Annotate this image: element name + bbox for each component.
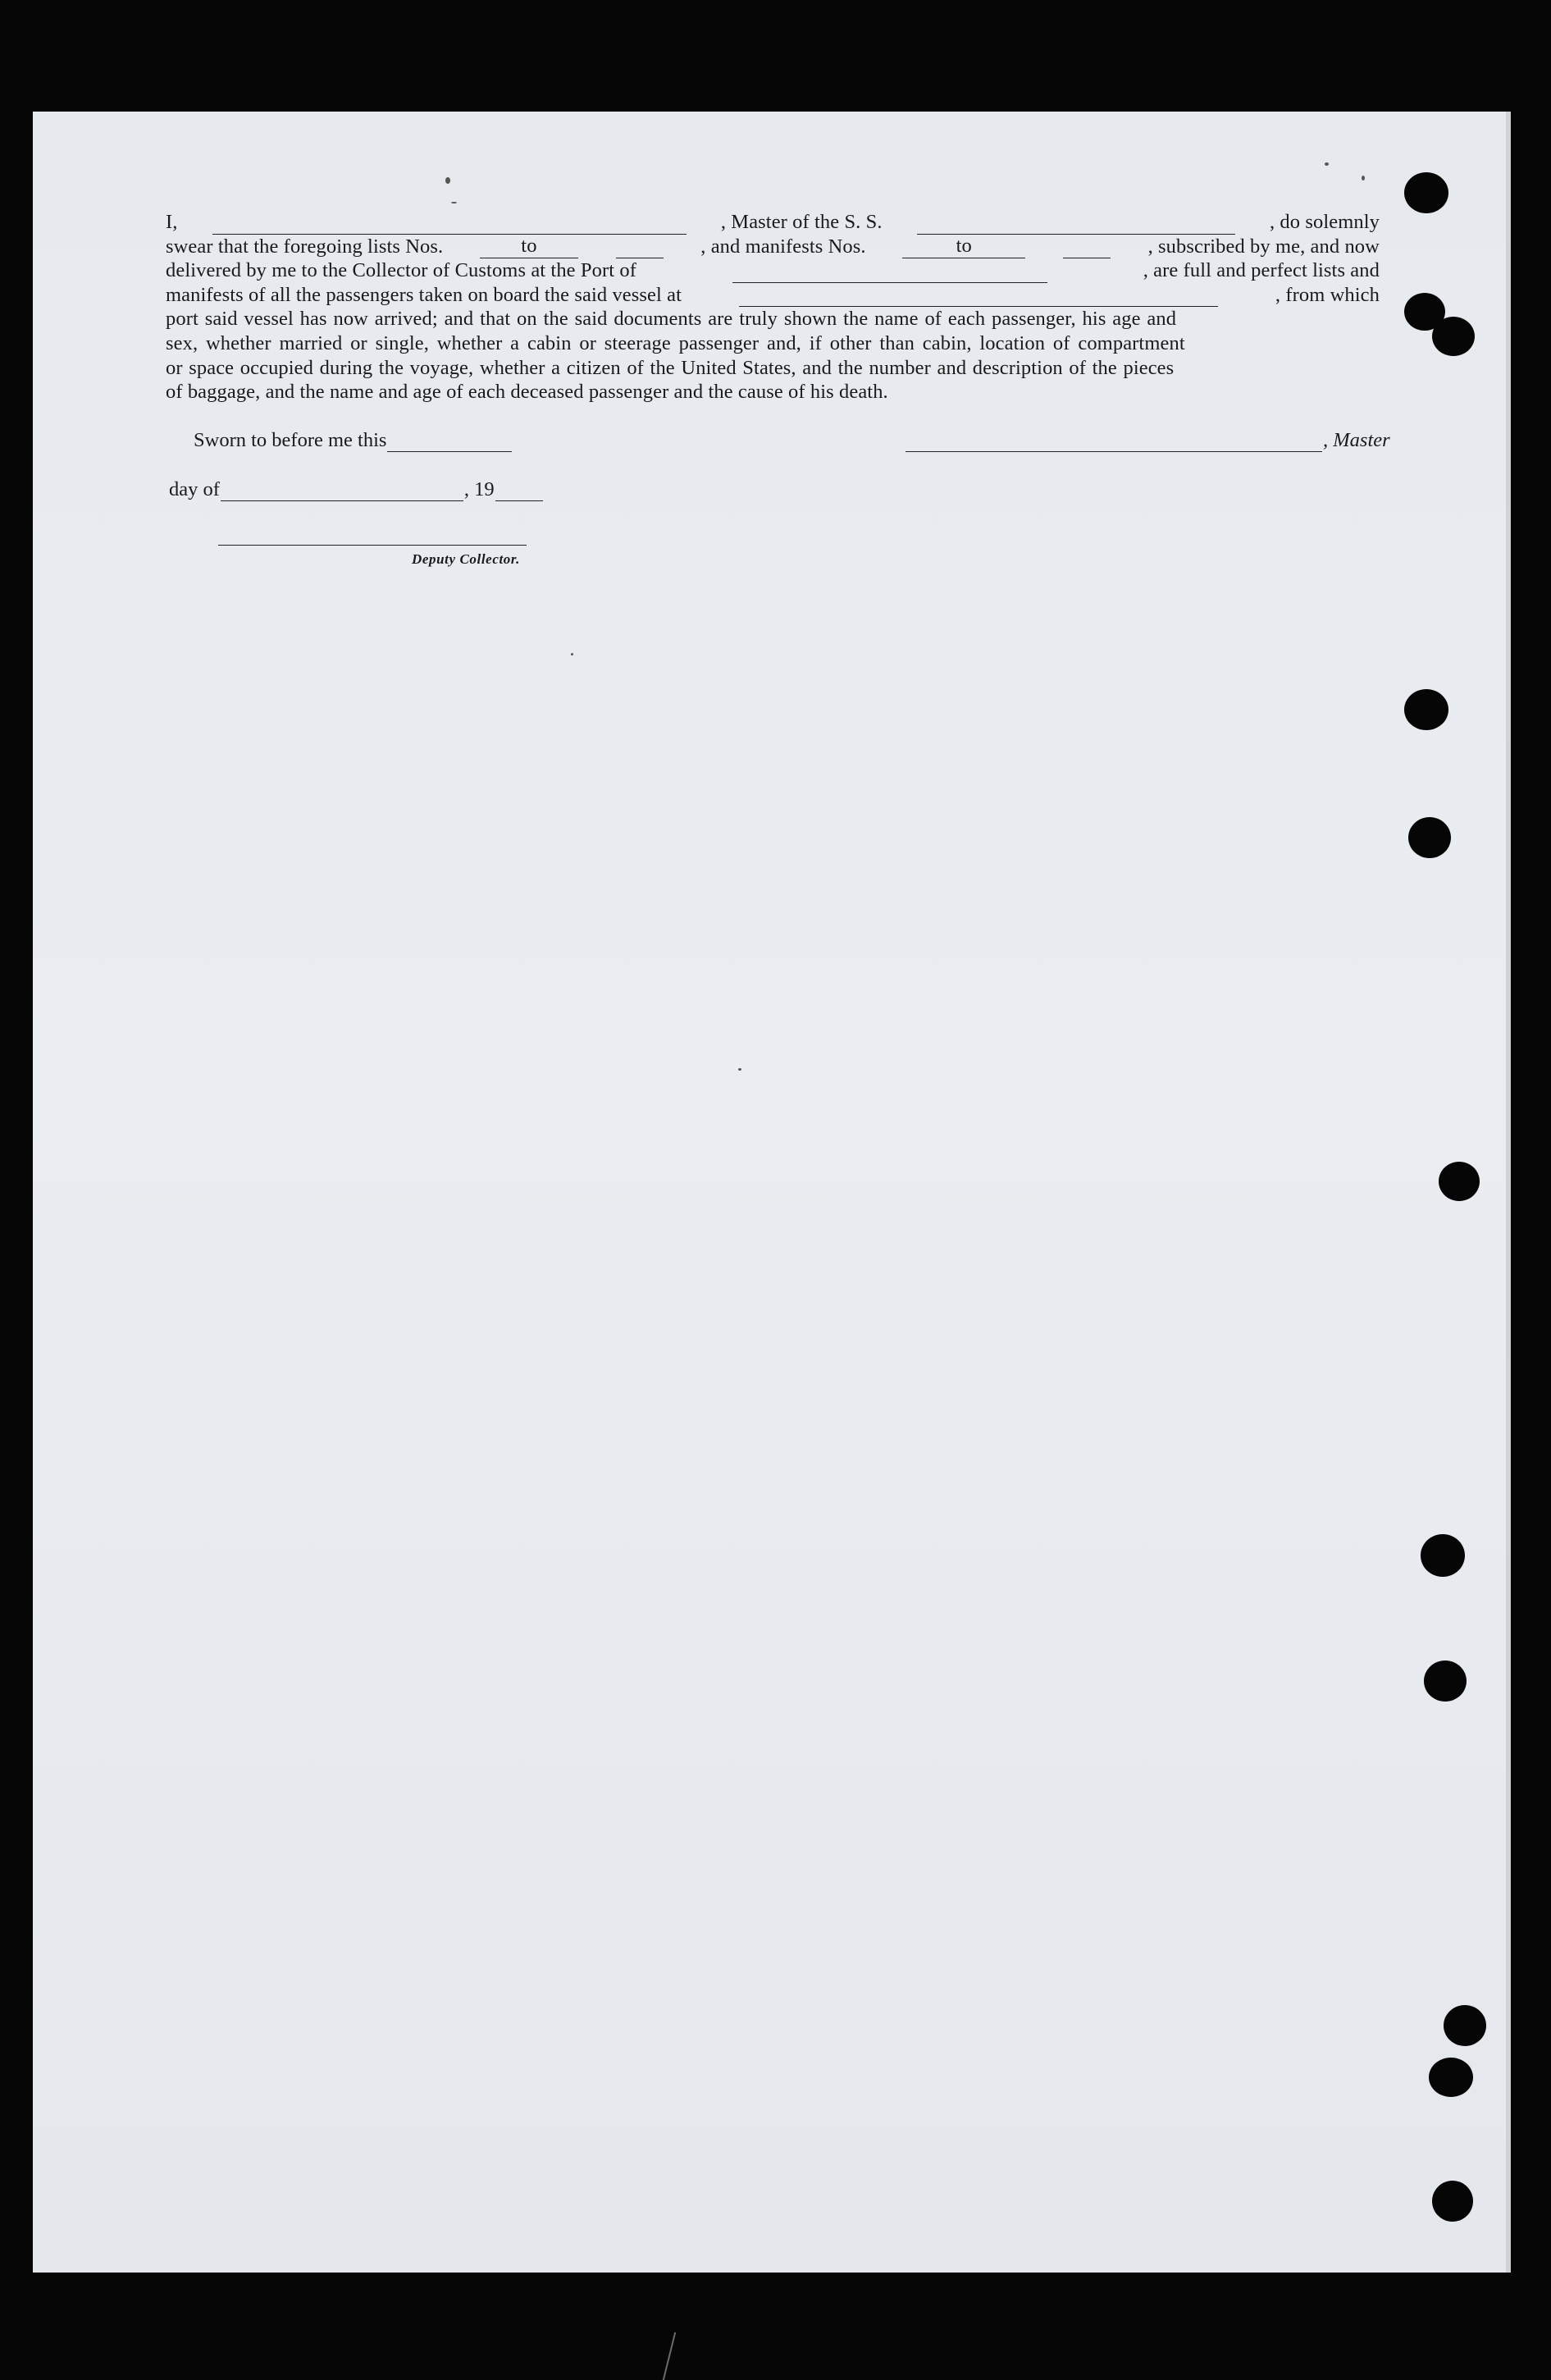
oath-text: , and manifests Nos. (700, 235, 866, 258)
departure-port-blank (739, 288, 1218, 307)
oath-text: sex, whether married or single, whether a cabin or steerage passenger and, if other than cabin, location of compartment (166, 331, 1185, 354)
oath-text: delivered by me to the Collector of Customs at the Port of (166, 259, 636, 282)
oath-line-7 (166, 356, 1380, 381)
oath-text: or space occupied during the voyage, whether a citizen of the United States, and the number and description of the pieces (166, 356, 1175, 379)
master-signature-row (905, 429, 1390, 452)
oath-line-5 (166, 307, 1380, 331)
oath-text: , Master of the S. S. (720, 211, 883, 233)
scan-speck (738, 1068, 741, 1071)
binder-hole (1444, 2005, 1486, 2046)
scan-speck (451, 202, 457, 203)
scan-scratch (663, 2332, 676, 2380)
oath-text: , from which (1275, 283, 1380, 306)
oath-line-6 (166, 331, 1380, 356)
binder-hole (1432, 317, 1475, 356)
scan-speck (1362, 176, 1365, 180)
binder-hole (1404, 689, 1448, 730)
sworn-date-blank (387, 433, 512, 452)
ship-name-blank (917, 216, 1235, 235)
oath-line-1 (166, 210, 1380, 235)
master-label: , Master (1323, 429, 1390, 451)
binder-hole (1404, 172, 1448, 213)
binder-hole (1432, 2181, 1473, 2222)
master-signature-blank (906, 433, 1322, 452)
binder-hole (1439, 1162, 1480, 1201)
binder-hole (1421, 1534, 1465, 1577)
scan-speck (445, 177, 450, 184)
day-month-blank (221, 482, 463, 501)
oath-line-3 (166, 258, 1380, 283)
sworn-label: Sworn to before me this (194, 429, 387, 451)
oath-paragraph (166, 210, 1380, 404)
document-page (33, 112, 1511, 2273)
oath-text: manifests of all the passengers taken on board the said vessel at (166, 283, 682, 306)
scan-speck (571, 653, 573, 656)
deputy-collector-label: Deputy Collector. (412, 551, 521, 567)
binder-hole (1429, 2058, 1473, 2097)
year-blank (495, 482, 543, 501)
manifests-to-blank (1063, 240, 1111, 258)
master-name-blank (212, 216, 687, 235)
scan-speck (1325, 162, 1329, 166)
binder-hole (1408, 817, 1451, 858)
oath-text: , subscribed by me, and now (1147, 235, 1380, 258)
sworn-row (194, 429, 513, 452)
oath-line-4 (166, 283, 1380, 308)
day-label: day of (169, 478, 220, 500)
lists-to-blank (616, 240, 664, 258)
day-row (169, 478, 544, 501)
oath-text: , do solemnly (1269, 211, 1380, 233)
binder-hole (1424, 1661, 1467, 1702)
lists-range-blank: to (480, 234, 578, 259)
oath-text: port said vessel has now arrived; and that on the said documents are truly shown the name of each passenger, his age and (166, 308, 1177, 331)
oath-line-2 (166, 235, 1380, 259)
manifests-range-blank: to (902, 234, 1025, 259)
oath-line-8 (166, 380, 1380, 404)
port-blank (732, 264, 1047, 283)
year-prefix: , 19 (463, 478, 495, 500)
oath-text: swear that the foregoing lists Nos. (166, 235, 444, 258)
oath-text: of baggage, and the name and age of each deceased passenger and the cause of his death. (166, 381, 888, 404)
oath-text: I, (166, 211, 178, 233)
oath-text: , are full and perfect lists and (1143, 259, 1380, 282)
deputy-signature-line (218, 545, 527, 546)
